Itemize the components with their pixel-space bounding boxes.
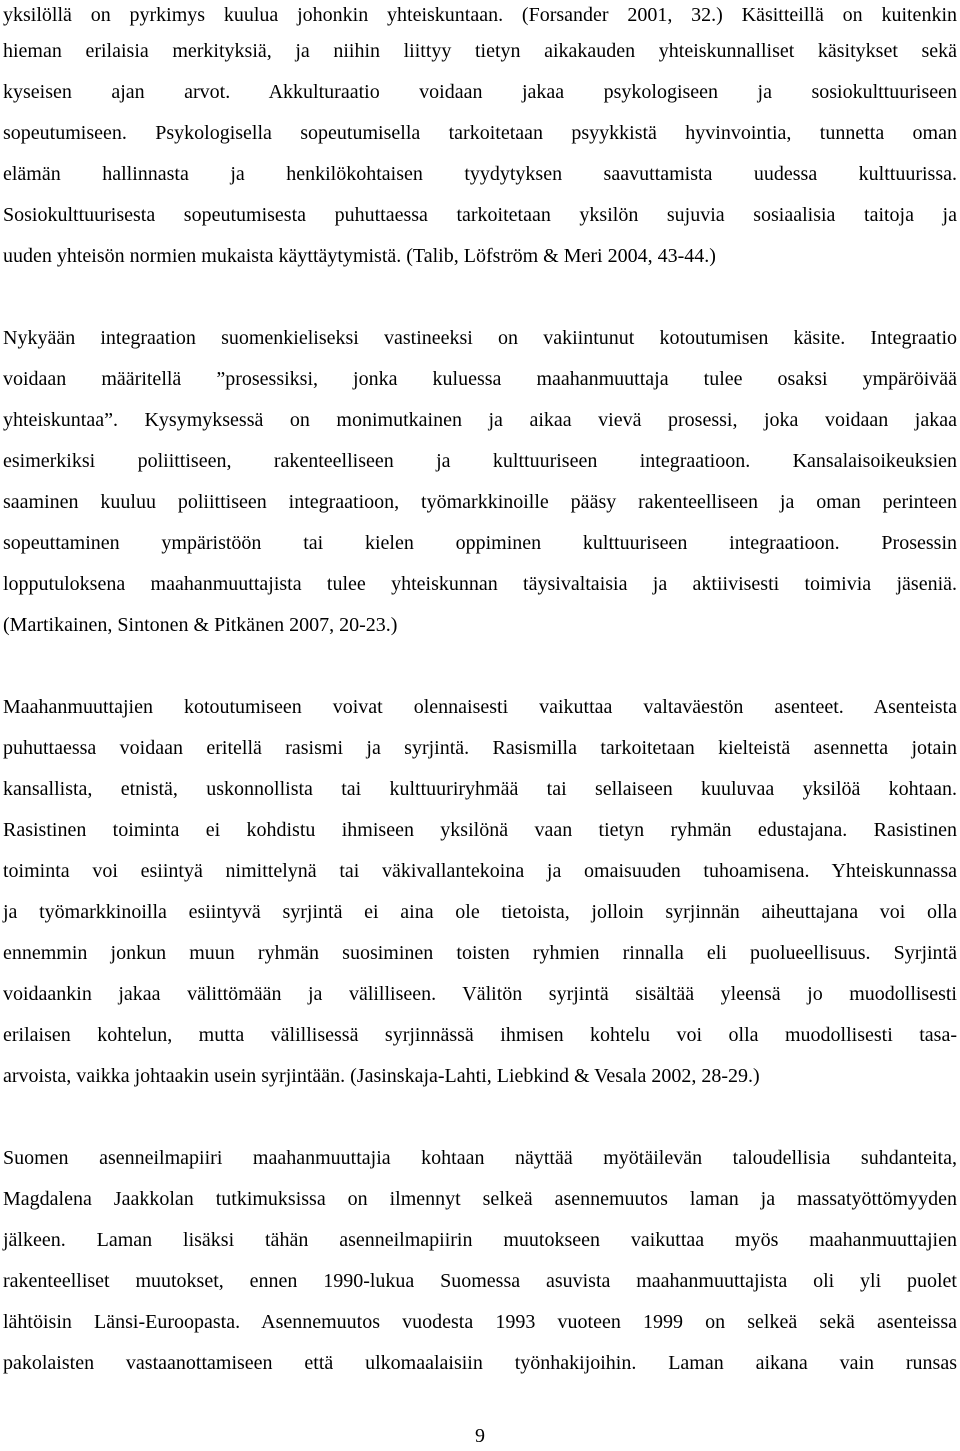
text-line: voidaan määritellä ”prosessiksi, jonka kuluessa maahanmuuttaja tulee osaksi ympäröivää [3, 368, 957, 390]
text-line: uuden yhteisön normien mukaista käyttäytymistä. (Talib, Löfström & Meri 2004, 43-44.) [3, 245, 716, 267]
text-line: Suomen asenneilmapiiri maahanmuuttajia kohtaan näyttää myötäilevän taloudellisia suhdanteita, [3, 1147, 957, 1169]
text-line: voidaankin jakaa välittömään ja välilliseen. Välitön syrjintä sisältää yleensä jo muodollisesti [3, 983, 957, 1005]
page-number: 9 [475, 1425, 485, 1447]
text-line: saaminen kuuluu poliittiseen integraatioon, työmarkkinoille pääsy rakenteelliseen ja oman perinteen [3, 491, 957, 513]
text-line: rakenteelliset muutokset, ennen 1990-lukua Suomessa asuvista maahanmuuttajista oli yli puolet [3, 1270, 957, 1292]
text-line: yhteiskuntaa”. Kysymyksessä on monimutkainen ja aikaa vievä prosessi, joka voidaan jakaa [3, 409, 957, 431]
text-line: yksilöllä on pyrkimys kuulua johonkin yhteiskuntaan. (Forsander 2001, 32.) Käsitteillä on kuitenkin [3, 4, 957, 26]
text-line: lähtöisin Länsi-Euroopasta. Asennemuutos vuodesta 1993 vuoteen 1999 on selkeä sekä asenteissa [3, 1311, 957, 1333]
text-line: esimerkiksi poliittiseen, rakenteelliseen ja kulttuuriseen integraatioon. Kansalaisoikeuksien [3, 450, 957, 472]
text-line: Nykyään integraation suomenkieliseksi vastineeksi on vakiintunut kotoutumisen käsite. Integraatio [3, 327, 957, 349]
text-line: erilaisen kohtelun, mutta välillisessä syrjinnässä ihmisen kohtelu voi olla muodollisesti tasa- [3, 1024, 957, 1046]
text-line: elämän hallinnasta ja henkilökohtaisen tyydytyksen saavuttamista uudessa kulttuurissa. [3, 163, 957, 185]
text-line: sopeuttaminen ympäristöön tai kielen oppiminen kulttuuriseen integraatioon. Prosessin [3, 532, 957, 554]
text-line: ennemmin jonkun muun ryhmän suosiminen toisten ryhmien rinnalla eli puolueellisuus. Syrjintä [3, 942, 957, 964]
text-line: arvoista, vaikka johtaakin usein syrjintään. (Jasinskaja-Lahti, Liebkind & Vesala 2002, 28-29.) [3, 1065, 760, 1087]
text-line: kyseisen ajan arvot. Akkulturaatio voidaan jakaa psykologiseen ja sosiokulttuuriseen [3, 81, 957, 103]
text-line: (Martikainen, Sintonen & Pitkänen 2007, 20-23.) [3, 614, 398, 636]
text-line: lopputuloksena maahanmuuttajista tulee yhteiskunnan täysivaltaisia ja aktiivisesti toimivia jäseniä. [3, 573, 957, 595]
text-line: ja työmarkkinoilla esiintyvä syrjintä ei aina ole tietoista, jolloin syrjinnän aiheuttajana voi olla [3, 901, 957, 923]
text-line: Rasistinen toiminta ei kohdistu ihmiseen yksilönä vaan tietyn ryhmän edustajana. Rasistinen [3, 819, 957, 841]
text-line: jälkeen. Laman lisäksi tähän asenneilmapiirin muutokseen vaikuttaa myös maahanmuuttajien [3, 1229, 957, 1251]
text-line: hieman erilaisia merkityksiä, ja niihin liittyy tietyn aikakauden yhteiskunnalliset käsitykset sekä [3, 40, 957, 62]
text-line: Maahanmuuttajien kotoutumiseen voivat olennaisesti vaikuttaa valtaväestön asenteet. Asenteista [3, 696, 957, 718]
text-line: kansallista, etnistä, uskonnollista tai kulttuuriryhmää tai sellaiseen kuuluvaa yksilöä kohtaan. [3, 778, 957, 800]
text-line: puhuttaessa voidaan eritellä rasismi ja syrjintä. Rasismilla tarkoitetaan kielteistä asennetta jotain [3, 737, 957, 759]
text-line: Sosiokulttuurisesta sopeutumisesta puhuttaessa tarkoitetaan yksilön sujuvia sosiaalisia taitoja ja [3, 204, 957, 226]
text-line: Magdalena Jaakkolan tutkimuksissa on ilmennyt selkeä asennemuutos laman ja massatyöttömyyden [3, 1188, 957, 1210]
text-line: pakolaisten vastaanottamiseen että ulkomaalaisiin työnhakijoihin. Laman aikana vain runsas [3, 1352, 957, 1374]
text-line: sopeutumiseen. Psykologisella sopeutumisella tarkoitetaan psyykkistä hyvinvointia, tunnetta oman [3, 122, 957, 144]
text-line: toiminta voi esiintyä nimittelynä tai väkivallantekoina ja omaisuuden tuhoamisena. Yhteiskunnassa [3, 860, 957, 882]
